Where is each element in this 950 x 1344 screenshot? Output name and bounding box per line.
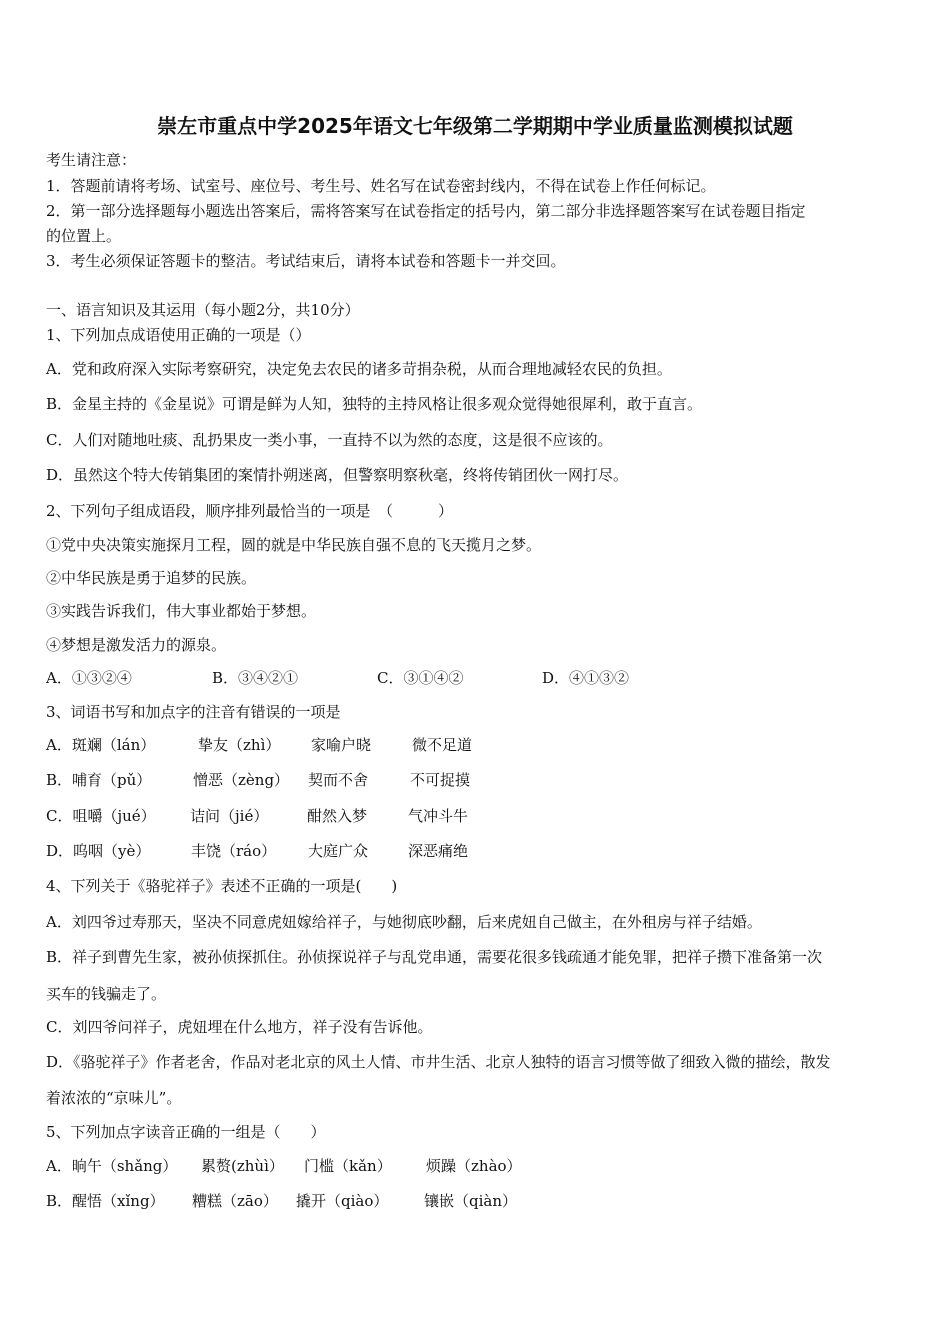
- q5-b-word-2: 糟糕（zāo）: [192, 1192, 278, 1210]
- q2-sentence-4: ④梦想是激发活力的源泉。: [46, 636, 227, 654]
- q3-a-word-3: 家喻户晓: [311, 736, 372, 754]
- notice-heading: 考生请注意：: [46, 151, 137, 169]
- q3-c-word-2: 诘问（jié）: [190, 807, 269, 825]
- q4-option-d-cont: 着浓浓的“京味儿”。: [46, 1089, 182, 1107]
- q5-a-word-1: A．晌午（shǎng）: [46, 1157, 178, 1175]
- q3-d-word-3: 大庭广众: [308, 842, 369, 860]
- q2-option-c: C．③①④②: [377, 669, 464, 687]
- q4-option-b: B．祥子到曹先生家，被孙侦探抓住。孙侦探说祥子与乱党串通，需要花很多钱疏通才能免罪，把祥子攒下准备第一次: [46, 948, 823, 966]
- q2-sentence-3: ③实践告诉我们，伟大事业都始于梦想。: [46, 602, 317, 620]
- q5-a-word-4: 烦躁（zhào）: [426, 1157, 522, 1175]
- q3-d-word-1: D．呜咽（yè）: [46, 842, 151, 860]
- notice-item-1: 1．答题前请将考场、试室号、座位号、考生号、姓名写在试卷密封线内，不得在试卷上作任何标记。: [46, 177, 716, 195]
- q4-option-c: C．刘四爷问祥子，虎妞埋在什么地方，祥子没有告诉他。: [46, 1018, 433, 1036]
- q2-option-d: D．④①③②: [542, 669, 630, 687]
- q5-a-word-3: 门槛（kǎn）: [304, 1157, 392, 1175]
- q3-stem: 3、词语书写和加点字的注音有错误的一项是: [46, 703, 341, 721]
- q1-stem: 1、下列加点成语使用正确的一项是（）: [46, 326, 311, 344]
- notice-item-3: 3．考生必须保证答题卡的整洁。考试结束后，请将本试卷和答题卡一并交回。: [46, 252, 566, 270]
- notice-item-2: 2．第一部分选择题每小题选出答案后，需将答案写在试卷指定的括号内，第二部分非选择题答案写在试卷题目指定: [46, 202, 806, 220]
- q4-option-d: D．《骆驼祥子》作者老舍，作品对老北京的风土人情、市井生活、北京人独特的语言习惯等做了细致入微的描绘，散发: [46, 1053, 831, 1071]
- q5-b-word-1: B．醒悟（xǐng）: [46, 1192, 165, 1210]
- q1-option-a: A．党和政府深入实际考察研究，决定免去农民的诸多苛捐杂税，从而合理地减轻农民的负担。: [46, 360, 672, 378]
- q2-sentence-1: ①党中央决策实施探月工程，圆的就是中华民族自强不息的飞天揽月之梦。: [46, 536, 542, 554]
- q3-b-word-1: B．哺育（pǔ）: [46, 771, 152, 789]
- section-heading: 一、语言知识及其运用（每小题2分，共10分）: [46, 301, 360, 319]
- notice-item-2-cont: 的位置上。: [46, 227, 122, 245]
- q3-b-word-4: 不可捉摸: [410, 771, 471, 789]
- q3-a-word-1: A．斑斓（lán）: [46, 736, 156, 754]
- q4-stem: 4、下列关于《骆驼祥子》表述不正确的一项是( ): [46, 877, 398, 895]
- page-title: 崇左市重点中学2025年语文七年级第二学期期中学业质量监测模拟试题: [157, 114, 793, 138]
- q3-c-word-1: C．咀嚼（jué）: [46, 807, 156, 825]
- q3-b-word-3: 契而不舍: [308, 771, 369, 789]
- q3-c-word-3: 酣然入梦: [307, 807, 368, 825]
- q2-sentence-2: ②中华民族是勇于追梦的民族。: [46, 569, 257, 587]
- q3-b-word-2: 憎恶（zèng）: [193, 771, 290, 789]
- q3-c-word-4: 气冲斗牛: [408, 807, 469, 825]
- q5-stem: 5、下列加点字读音正确的一组是（ ）: [46, 1123, 326, 1141]
- q2-stem: 2、下列句子组成语段，顺序排列最恰当的一项是 （ ）: [46, 502, 454, 520]
- q5-b-word-3: 撬开（qiào）: [296, 1192, 389, 1210]
- q3-a-word-4: 微不足道: [412, 736, 473, 754]
- q4-option-a: A．刘四爷过寿那天，坚决不同意虎妞嫁给祥子，与她彻底吵翻，后来虎妞自己做主，在外租房与祥子结婚。: [46, 913, 762, 931]
- q5-b-word-4: 镶嵌（qiàn）: [424, 1192, 518, 1210]
- q1-option-c: C．人们对随地吐痰、乱扔果皮一类小事，一直持不以为然的态度，这是很不应该的。: [46, 431, 613, 449]
- q3-d-word-4: 深恶痛绝: [408, 842, 469, 860]
- q5-a-word-2: 累赘(zhùì）: [201, 1157, 284, 1175]
- q1-option-b: B．金星主持的《金星说》可谓是鲜为人知，独特的主持风格让很多观众觉得她很犀利，敢于直言。: [46, 395, 703, 413]
- q2-option-b: B．③④②①: [212, 669, 299, 687]
- q2-option-a: A．①③②④: [46, 669, 132, 687]
- q4-option-b-cont: 买车的钱骗走了。: [46, 985, 167, 1003]
- q1-option-d: D．虽然这个特大传销集团的案情扑朔迷离，但警察明察秋毫，终将传销团伙一网打尽。: [46, 466, 629, 484]
- q3-d-word-2: 丰饶（ráo）: [191, 842, 277, 860]
- q3-a-word-2: 挚友（zhì）: [198, 736, 281, 754]
